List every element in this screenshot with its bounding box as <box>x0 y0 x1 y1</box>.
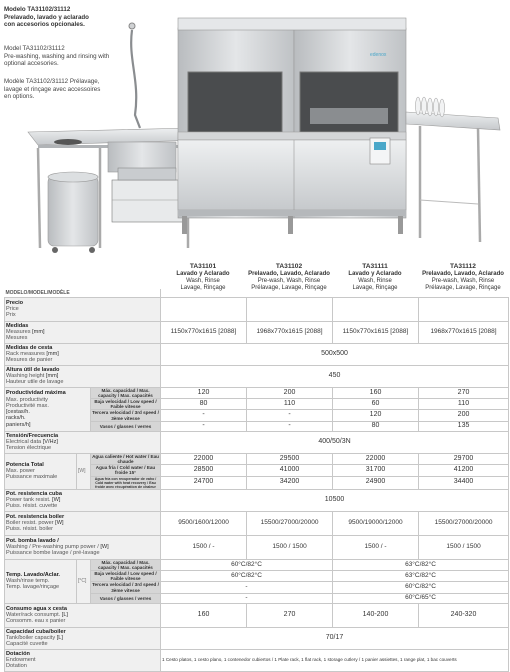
spec-table <box>4 289 509 672</box>
table-cell: Precio Price Prix <box>5 297 161 321</box>
table-row <box>5 603 509 627</box>
table-cell: 9500/1600/12000 <box>161 511 247 535</box>
rack <box>112 180 184 222</box>
table-cell: Agua fría con recuperador de vaho / Cold water with heat recovery / Eau froide avec récupération de chaleur <box>91 476 161 489</box>
table-cell: 1150x770x1615 [2088] <box>161 321 247 343</box>
table-cell: 28500 <box>161 465 247 476</box>
table-cell: 31700 <box>333 465 419 476</box>
table-cell: 110 <box>247 398 333 409</box>
table-cell: - <box>161 410 247 421</box>
column-header-2: TA31102 Prelavado, Lavado, Aclarado Pre-wash, Wash, Rinse Prélavage, Lavage, Rinçage <box>248 263 330 291</box>
table-cell: - <box>161 421 247 431</box>
table-cell: [W] <box>77 453 91 489</box>
table-row <box>5 431 509 453</box>
table-cell: Vasos / glasses / verres <box>91 421 161 431</box>
table-cell: 135 <box>419 421 509 431</box>
table-cell: 24900 <box>333 476 419 489</box>
table-cell: Medidas de cesta Rack measures [mm] Mesures de panier <box>5 343 161 365</box>
table-cell <box>419 289 509 297</box>
table-cell: Agua caliente / Hot water / Eau chaude <box>92 453 159 464</box>
table-cell: Baja velocidad / Low speed / Faible vitesse <box>91 398 161 409</box>
table-cell: 160 <box>333 387 419 398</box>
table-cell: - <box>161 582 333 593</box>
table-cell: 1150x770x1615 [2088] <box>333 321 419 343</box>
table-row <box>5 511 509 535</box>
waste-bin <box>48 176 98 246</box>
table-cell: Potencia Total Max. power Puissance maximale <box>5 453 77 489</box>
table-row <box>5 489 509 511</box>
table-cell: 60°C/65°C <box>333 593 509 603</box>
product-illustration-area <box>0 0 510 262</box>
table-cell: 41000 <box>247 465 333 476</box>
waste-hole <box>54 139 82 145</box>
caption-french: Modèle TA31102/31112 Prélavage, lavage et rinçage avec accessoires en options. <box>4 78 101 101</box>
table-cell: 400/50/3N <box>161 431 509 453</box>
table-cell <box>247 297 333 321</box>
table-cell: 1500 / 1500 <box>419 535 509 559</box>
table-cell: Tercera velocidad / 3rd speed / 3ème vitesse <box>92 410 159 421</box>
table-cell: Tercera velocidad / 3rd speed / 3ème vitesse <box>92 582 159 593</box>
table-cell: Pot. bomba lavado / Washing / Pre-washing pump power / [W] Puissance bombe lavage / pré-lavage <box>5 535 161 559</box>
dishwasher-drawing <box>0 0 510 262</box>
table-cell: Consumo agua x cesta Water/rack consumpt. [L] Consomm. eau x panier <box>5 603 161 627</box>
table-row <box>5 365 509 387</box>
table-cell <box>333 289 419 297</box>
table-cell: 450 <box>161 365 509 387</box>
table-cell: 120 <box>161 387 247 398</box>
table-cell: Altura útil de lavado Washing height [mm] Hauteur utile de lavage <box>5 365 161 387</box>
sink-basin <box>108 142 176 172</box>
table-row <box>5 387 509 398</box>
table-cell: - <box>247 421 333 431</box>
column-header-3: TA31111 Lavado y Aclarado Wash, Rinse Lavage, Rinçage <box>348 263 402 291</box>
table-row <box>5 627 509 649</box>
column-header-1: TA31101 Lavado y Aclarado Wash, Rinse Lavage, Rinçage <box>176 263 230 291</box>
table-cell: 1500 / 1500 <box>247 535 333 559</box>
table-cell: Pot. resistencia cuba Power tank resist. [W] Puiss. résist. cuvette <box>5 489 161 511</box>
table-cell: 160 <box>161 603 247 627</box>
table-cell: - <box>247 410 333 421</box>
table-cell: 200 <box>419 410 509 421</box>
table-row <box>5 343 509 365</box>
table-cell: 10500 <box>161 489 509 511</box>
table-cell: 1500 / - <box>161 535 247 559</box>
table-row <box>5 535 509 559</box>
table-cell: 22000 <box>333 453 419 464</box>
caption-spanish: Modelo TA31102/31112 Prelavado, lavado y aclarado con accesorios opcionales. <box>4 6 89 29</box>
table-cell: 110 <box>419 398 509 409</box>
table-cell: 63°C/82°C <box>333 570 509 581</box>
table-cell <box>161 289 247 297</box>
brand-logo: edenox <box>370 52 387 58</box>
table-cell <box>419 297 509 321</box>
table-cell: 80 <box>333 421 419 431</box>
model-label: MODELO/MODEL/MODÈLE <box>5 289 161 297</box>
table-cell: 34400 <box>419 476 509 489</box>
table-cell: 1500 / - <box>333 535 419 559</box>
table-cell: 240-320 <box>419 603 509 627</box>
table-cell: 22000 <box>161 453 247 464</box>
table-cell: 1968x770x1615 [2088] <box>247 321 333 343</box>
table-cell: Tensión/Frecuencia Electrical data [V/Hz] Tension électrique <box>5 431 161 453</box>
table-cell: 270 <box>419 387 509 398</box>
table-cell: Temp. Lavado/Aclar. Wash/rinse temp. Temp. lavage/rinçage <box>5 559 77 603</box>
table-cell: 270 <box>247 603 333 627</box>
table-cell: 1 Cesto platos, 1 cesto plano, 1 contenedor cubiertos / 1 Plate rack, 1 flat rack, 1 storage cutlery / 1 panier assiettes, 1 range plat, 1 bac couverts <box>161 649 509 671</box>
table-cell: 60°C/82°C <box>161 570 333 581</box>
table-cell: Pot. resistencia boiler Boiler resist. power [W] Puiss. résist. boiler <box>5 511 161 535</box>
table-cell: - <box>161 593 333 603</box>
table-cell: 500x500 <box>161 343 509 365</box>
table-row <box>5 559 509 570</box>
spray-hose <box>131 30 140 128</box>
table-cell: 34200 <box>247 476 333 489</box>
table-cell: 29700 <box>419 453 509 464</box>
table-row <box>5 453 509 464</box>
table-cell: Baja velocidad / Low speed / Faible vitesse <box>91 570 161 581</box>
column-header-4: TA31112 Prelavado, Lavado, Aclarado Pre-wash, Wash, Rinse Prélavage, Lavage, Rinçage <box>422 263 504 291</box>
table-cell: 9500/19000/12000 <box>333 511 419 535</box>
table-cell: Vasos / glasses / verres <box>91 593 161 603</box>
table-cell: Productividad máxima Max. productivity Productivité max. [cestas/h. racks/h. paniers/h] <box>5 387 91 431</box>
table-cell: 24700 <box>161 476 247 489</box>
table-cell: 63°C/82°C <box>333 559 509 570</box>
control-panel <box>370 138 390 164</box>
table-cell: 60°C/82°C <box>161 559 333 570</box>
table-cell: Dotación Endowment Dotation <box>5 649 161 671</box>
table-cell: Agua fría / Cold water / Eau froide 15° <box>91 465 161 476</box>
table-cell: 120 <box>333 410 419 421</box>
table-cell: 80 <box>161 398 247 409</box>
table-cell: 60 <box>333 398 419 409</box>
table-cell: 60°C/82°C <box>333 582 509 593</box>
table-cell: 1968x770x1615 [2088] <box>419 321 509 343</box>
caption-english: Model TA31102/31112 Pre-washing, washing and rinsing with optional accesories. <box>4 45 110 68</box>
table-cell: [°C] <box>77 559 91 603</box>
table-cell: 41200 <box>419 465 509 476</box>
wash-tunnel-window-1 <box>188 72 282 132</box>
table-cell: Máx. capacidad / Max. capacity / Max. capacités <box>91 387 161 398</box>
table-row <box>5 297 509 321</box>
table-cell: 15500/27000/20000 <box>419 511 509 535</box>
table-cell: 200 <box>247 387 333 398</box>
table-cell: 15500/27000/20000 <box>247 511 333 535</box>
table-cell: 29500 <box>247 453 333 464</box>
table-cell <box>247 289 333 297</box>
table-cell: 140-200 <box>333 603 419 627</box>
table-row <box>5 321 509 343</box>
table-row <box>5 289 509 297</box>
table-cell: Medidas Measures [mm] Mesures <box>5 321 161 343</box>
table-cell: 70/17 <box>161 627 509 649</box>
table-cell <box>333 297 419 321</box>
table-row <box>5 649 509 671</box>
table-cell: Capacidad cuba/boiler Tank/boiler capacity [L] Capacité cuvette <box>5 627 161 649</box>
table-cell: Máx. capacidad / Max. capacity / Max. capacités <box>91 559 161 570</box>
table-cell <box>161 297 247 321</box>
